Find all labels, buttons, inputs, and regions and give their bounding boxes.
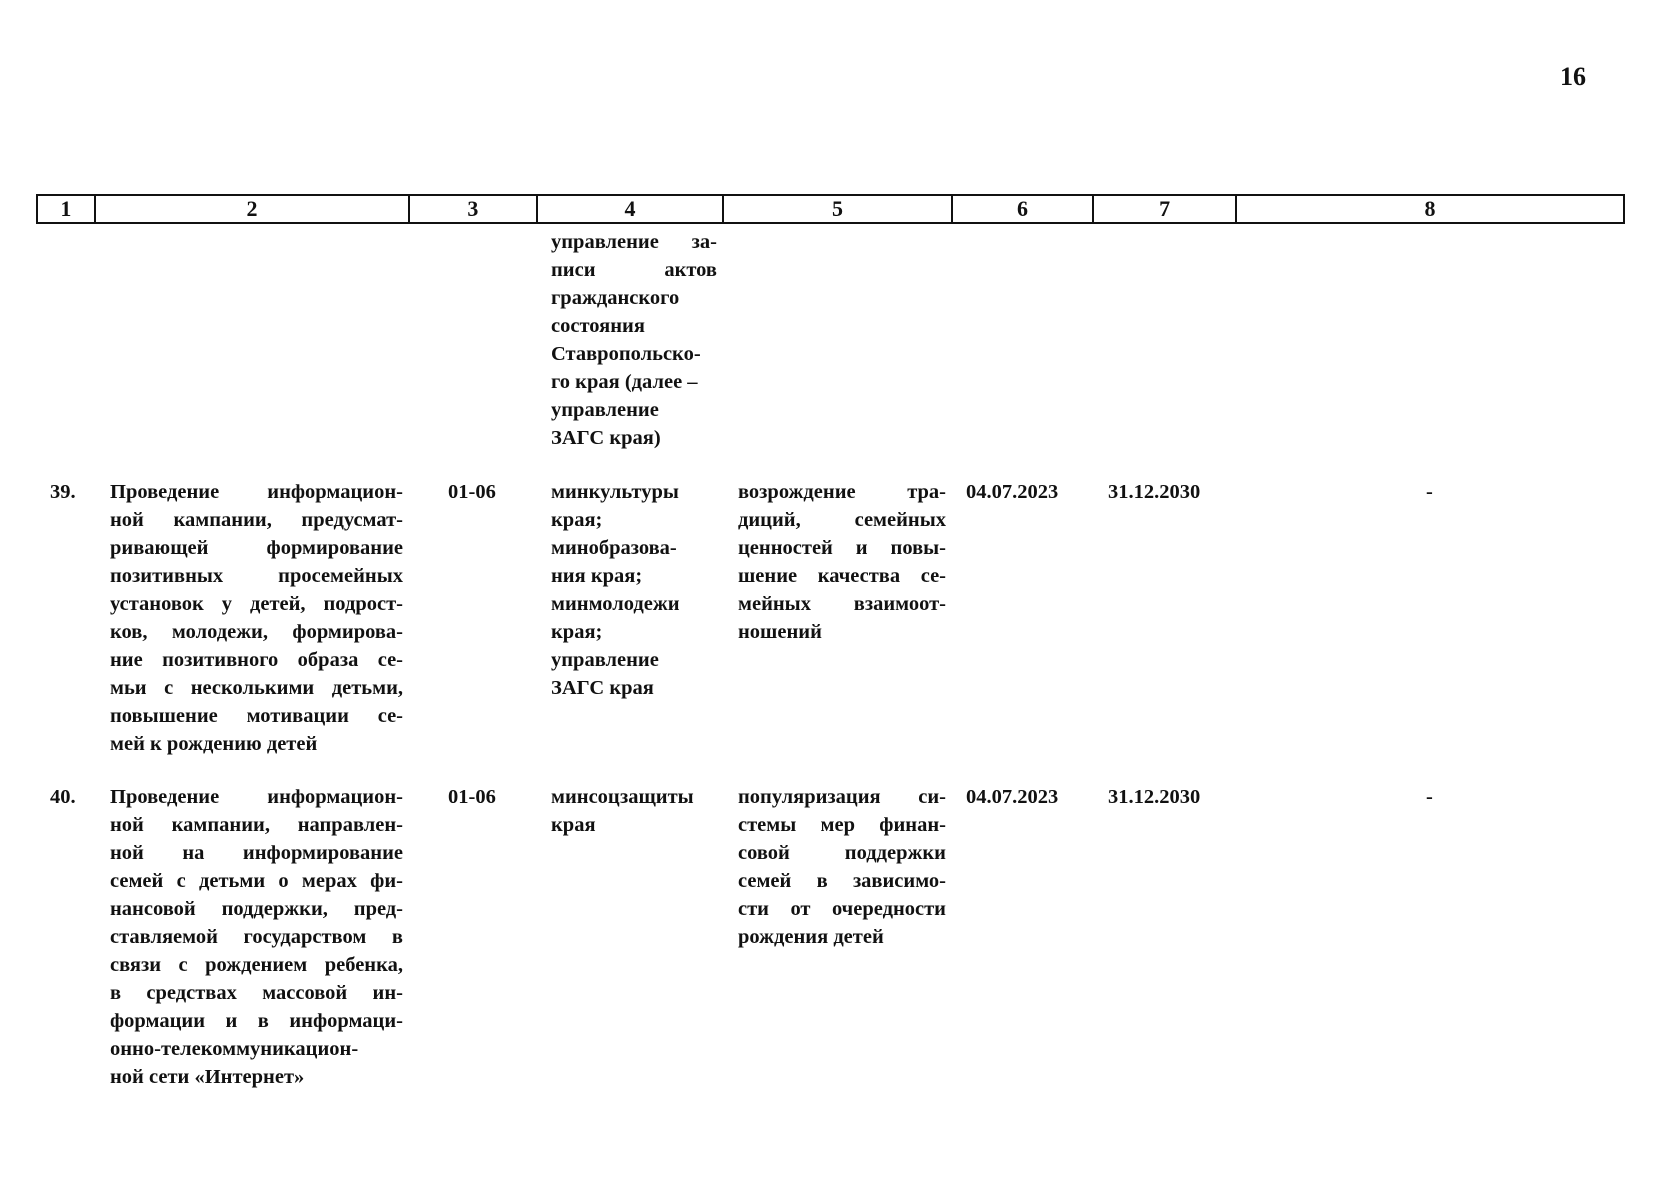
- row-result-line: возрождение тра-: [738, 481, 946, 503]
- row-result-line: популяризация си-: [738, 786, 946, 808]
- row-title-line: ной сети «Интернет»: [110, 1066, 305, 1088]
- row-title-line: связи с рождением ребенка,: [110, 954, 403, 976]
- row-result-line: совой поддержки: [738, 842, 946, 864]
- continuation-executor-line: го края (далее –: [551, 371, 698, 393]
- row-title-line: онно-телекоммуникацион-: [110, 1038, 359, 1060]
- column-number-5: 5: [724, 196, 952, 222]
- row-executor-line: минкультуры: [551, 481, 679, 503]
- continuation-executor-line: писи актов: [551, 259, 717, 281]
- continuation-executor-line: гражданского: [551, 287, 680, 309]
- row-title-line: семей с детьми о мерах фи-: [110, 870, 403, 892]
- row-result-line: ношений: [738, 621, 822, 643]
- row-end-date: 31.12.2030: [1108, 481, 1201, 503]
- row-executor-cell: [551, 783, 717, 839]
- row-executor-line: края;: [551, 621, 603, 643]
- continuation-executor-line: управление за-: [551, 231, 717, 253]
- row-end-date: 31.12.2030: [1108, 786, 1201, 808]
- row-executor-line: ЗАГС края: [551, 677, 654, 699]
- row-title-line: установок у детей, подрост-: [110, 593, 403, 615]
- row-title-line: формации и в информаци-: [110, 1010, 403, 1032]
- row-result-line: рождения детей: [738, 926, 884, 948]
- row-start-date: 04.07.2023: [966, 786, 1059, 808]
- row-executor-line: ния края;: [551, 565, 643, 587]
- row-executor-cell: [551, 478, 717, 702]
- row-note: -: [1426, 786, 1433, 808]
- row-title-line: мей к рождению детей: [110, 733, 318, 755]
- row-title-line: ривающей формирование: [110, 537, 403, 559]
- row-executor-line: края: [551, 814, 596, 836]
- row-result-cell: [738, 478, 946, 646]
- row-title-line: ной на информирование: [110, 842, 403, 864]
- row-executor-line: минобразова-: [551, 537, 677, 559]
- row-result-line: сти от очередности: [738, 898, 946, 920]
- row-start-date: 04.07.2023: [966, 481, 1059, 503]
- row-title-line: Проведение информацион-: [110, 786, 403, 808]
- column-number-3: 3: [410, 196, 538, 222]
- row-title-line: в средствах массовой ин-: [110, 982, 403, 1004]
- row-title-line: ков, молодежи, формирова-: [110, 621, 403, 643]
- row-executor-line: минмолодежи: [551, 593, 680, 615]
- column-number-1: 1: [38, 196, 96, 222]
- row-title-line: ние позитивного образа се-: [110, 649, 403, 671]
- row-note: -: [1426, 481, 1433, 503]
- row-executor-line: края;: [551, 509, 603, 531]
- column-number-2: 2: [96, 196, 410, 222]
- continuation-executor-cell: [551, 228, 717, 452]
- row-executor-line: управление: [551, 649, 659, 671]
- page-number: 16: [1560, 62, 1586, 91]
- row-result-cell: [738, 783, 946, 951]
- column-number-8: 8: [1424, 196, 1436, 221]
- row-title-line: ставляемой государством в: [110, 926, 403, 948]
- row-code: 01-06: [448, 786, 496, 808]
- row-result-line: мейных взаимоот-: [738, 593, 946, 615]
- row-result-line: стемы мер финан-: [738, 814, 946, 836]
- row-result-line: семей в зависимо-: [738, 870, 946, 892]
- row-title-line: Проведение информацион-: [110, 481, 403, 503]
- row-title-cell: [110, 478, 403, 758]
- row-number: 39.: [50, 481, 76, 503]
- row-title-line: мьи с несколькими детьми,: [110, 677, 403, 699]
- row-result-line: диций, семейных: [738, 509, 946, 531]
- continuation-executor-line: управление: [551, 399, 659, 421]
- row-title-line: нансовой поддержки, пред-: [110, 898, 403, 920]
- row-number: 40.: [50, 786, 76, 808]
- row-title-line: ной кампании, направлен-: [110, 814, 403, 836]
- column-number-7: 7: [1094, 196, 1237, 222]
- continuation-executor-line: состояния: [551, 315, 645, 337]
- row-title-line: ной кампании, предусмат-: [110, 509, 403, 531]
- row-title-line: повышение мотивации се-: [110, 705, 403, 727]
- table-column-numbers-header: [36, 194, 1625, 224]
- column-number-6: 6: [953, 196, 1095, 222]
- continuation-executor-line: ЗАГС края): [551, 427, 661, 449]
- row-result-line: шение качества се-: [738, 565, 946, 587]
- row-title-line: позитивных просемейных: [110, 565, 403, 587]
- row-executor-line: минсоцзащиты: [551, 786, 694, 808]
- row-result-line: ценностей и повы-: [738, 537, 946, 559]
- row-title-cell: [110, 783, 403, 1091]
- continuation-executor-line: Ставропольско-: [551, 343, 701, 365]
- column-number-4: 4: [538, 196, 725, 222]
- row-code: 01-06: [448, 481, 496, 503]
